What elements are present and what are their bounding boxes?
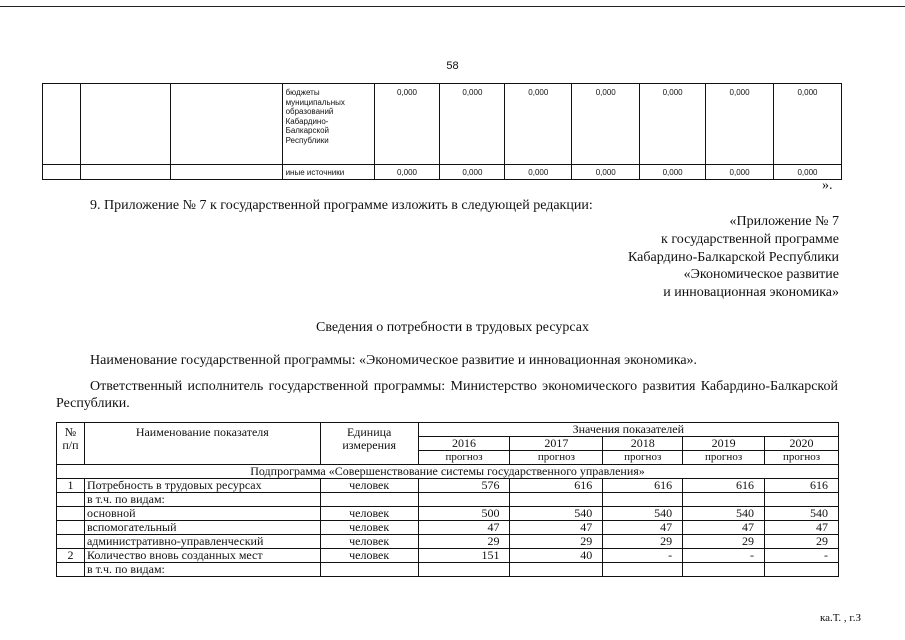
value-cell: 540 bbox=[603, 507, 683, 521]
value-cell: 29 bbox=[765, 535, 839, 549]
forecast-cell: прогноз bbox=[510, 451, 603, 465]
value-cell bbox=[683, 563, 765, 577]
subprogram-title: Подпрограмма «Совершенствование системы государственного управления» bbox=[57, 465, 839, 479]
table-row bbox=[57, 493, 839, 507]
row-name: Количество вновь созданных мест bbox=[84, 549, 320, 563]
row-name: административно-управленческий bbox=[84, 535, 320, 549]
table-row bbox=[57, 521, 839, 535]
value-cell: 0,000 bbox=[440, 84, 505, 165]
value-cell bbox=[603, 563, 683, 577]
value-cell: 151 bbox=[418, 549, 510, 563]
value-cell: 0,000 bbox=[374, 165, 440, 180]
value-cell: 540 bbox=[765, 507, 839, 521]
value-cell bbox=[765, 563, 839, 577]
header-name: Наименование показателя bbox=[84, 423, 320, 465]
value-cell: 47 bbox=[510, 521, 603, 535]
table-row bbox=[57, 535, 839, 549]
row-name: вспомогательный bbox=[84, 521, 320, 535]
header-values: Значения показателей bbox=[418, 423, 838, 437]
financing-table bbox=[42, 83, 842, 180]
value-cell: 0,000 bbox=[640, 165, 706, 180]
handwritten-initials: ка.Т. , г.З bbox=[820, 612, 861, 624]
appendix-line: Кабардино-Балкарской Республики bbox=[628, 249, 839, 265]
value-cell bbox=[418, 493, 510, 507]
value-cell: - bbox=[765, 549, 839, 563]
value-cell: 576 bbox=[418, 479, 510, 493]
row-name: Потребность в трудовых ресурсах bbox=[84, 479, 320, 493]
table-row bbox=[57, 563, 839, 577]
value-cell bbox=[418, 563, 510, 577]
row-num bbox=[57, 507, 85, 521]
forecast-cell: прогноз bbox=[603, 451, 683, 465]
responsible-line: Ответственный исполнитель государственной программы: Министерство экономического развития Кабардино-Балкарской Республики. bbox=[56, 379, 838, 411]
row-unit: человек bbox=[320, 521, 418, 535]
row-name: в т.ч. по видам: bbox=[84, 493, 320, 507]
appendix-line: «Приложение № 7 bbox=[729, 214, 839, 229]
row-label: иные источники bbox=[282, 165, 374, 180]
row-unit: человек bbox=[320, 507, 418, 521]
row-num bbox=[57, 535, 85, 549]
appendix-line: к государственной программе bbox=[661, 231, 839, 247]
row-num: 1 bbox=[57, 479, 85, 493]
value-cell bbox=[603, 493, 683, 507]
value-cell: 29 bbox=[683, 535, 765, 549]
row-unit bbox=[320, 493, 418, 507]
scan-edge-line bbox=[0, 6, 905, 7]
section-title: Сведения о потребности в трудовых ресурсах bbox=[316, 320, 589, 335]
row-unit: человек bbox=[320, 535, 418, 549]
row-unit bbox=[320, 563, 418, 577]
value-cell: 0,000 bbox=[572, 165, 640, 180]
row-unit: человек bbox=[320, 479, 418, 493]
table-row bbox=[43, 165, 842, 180]
year-cell: 2016 bbox=[418, 437, 510, 451]
value-cell: 616 bbox=[510, 479, 603, 493]
value-cell: 616 bbox=[765, 479, 839, 493]
value-cell: 0,000 bbox=[706, 165, 774, 180]
header-num: № п/п bbox=[57, 423, 85, 465]
forecast-cell: прогноз bbox=[683, 451, 765, 465]
value-cell: 616 bbox=[603, 479, 683, 493]
year-cell: 2017 bbox=[510, 437, 603, 451]
value-cell: 540 bbox=[683, 507, 765, 521]
header-row bbox=[57, 423, 839, 437]
value-cell: 0,000 bbox=[440, 165, 505, 180]
row-num: 2 bbox=[57, 549, 85, 563]
appendix-header bbox=[628, 213, 839, 302]
subprogram-row bbox=[57, 465, 839, 479]
value-cell: 0,000 bbox=[505, 165, 572, 180]
value-cell: 0,000 bbox=[640, 84, 706, 165]
value-cell: 29 bbox=[418, 535, 510, 549]
value-cell bbox=[683, 493, 765, 507]
row-name: основной bbox=[84, 507, 320, 521]
forecast-cell: прогноз bbox=[418, 451, 510, 465]
page-number: 58 bbox=[446, 60, 459, 72]
year-cell: 2018 bbox=[603, 437, 683, 451]
value-cell: 540 bbox=[510, 507, 603, 521]
value-cell: - bbox=[603, 549, 683, 563]
row-num bbox=[57, 563, 85, 577]
header-unit: Единица измерения bbox=[320, 423, 418, 465]
table-row bbox=[57, 549, 839, 563]
table-row bbox=[57, 507, 839, 521]
row-name: в т.ч. по видам: bbox=[84, 563, 320, 577]
row-num bbox=[57, 493, 85, 507]
value-cell: 47 bbox=[765, 521, 839, 535]
value-cell: 0,000 bbox=[505, 84, 572, 165]
value-cell: 0,000 bbox=[774, 165, 842, 180]
value-cell: 0,000 bbox=[374, 84, 440, 165]
table-row bbox=[57, 479, 839, 493]
value-cell bbox=[765, 493, 839, 507]
value-cell bbox=[510, 493, 603, 507]
row-num bbox=[57, 521, 85, 535]
row-unit: человек bbox=[320, 549, 418, 563]
value-cell: 47 bbox=[603, 521, 683, 535]
value-cell: 40 bbox=[510, 549, 603, 563]
closing-quote: ». bbox=[822, 178, 833, 193]
value-cell: 29 bbox=[510, 535, 603, 549]
value-cell: 47 bbox=[418, 521, 510, 535]
program-name-line: Наименование государственной программы: «Экономическое развитие и инновационная экономика». bbox=[90, 353, 698, 368]
value-cell: 0,000 bbox=[572, 84, 640, 165]
year-cell: 2020 bbox=[765, 437, 839, 451]
value-cell: 29 bbox=[603, 535, 683, 549]
value-cell: 616 bbox=[683, 479, 765, 493]
year-cell: 2019 bbox=[683, 437, 765, 451]
value-cell: 47 bbox=[683, 521, 765, 535]
paragraph-9: 9. Приложение № 7 к государственной программе изложить в следующей редакции: bbox=[90, 198, 593, 213]
appendix-line: и инновационная экономика» bbox=[663, 285, 839, 301]
value-cell: 0,000 bbox=[706, 84, 774, 165]
forecast-cell: прогноз bbox=[765, 451, 839, 465]
appendix-line: «Экономическое развитие bbox=[683, 267, 839, 283]
table-row bbox=[43, 84, 842, 165]
value-cell: 0,000 bbox=[774, 84, 842, 165]
value-cell: 500 bbox=[418, 507, 510, 521]
labour-resources-table bbox=[56, 422, 839, 577]
row-label: бюджеты муниципальных образований Кабардино-Балкарской Республики bbox=[282, 84, 374, 165]
value-cell bbox=[510, 563, 603, 577]
value-cell: - bbox=[683, 549, 765, 563]
